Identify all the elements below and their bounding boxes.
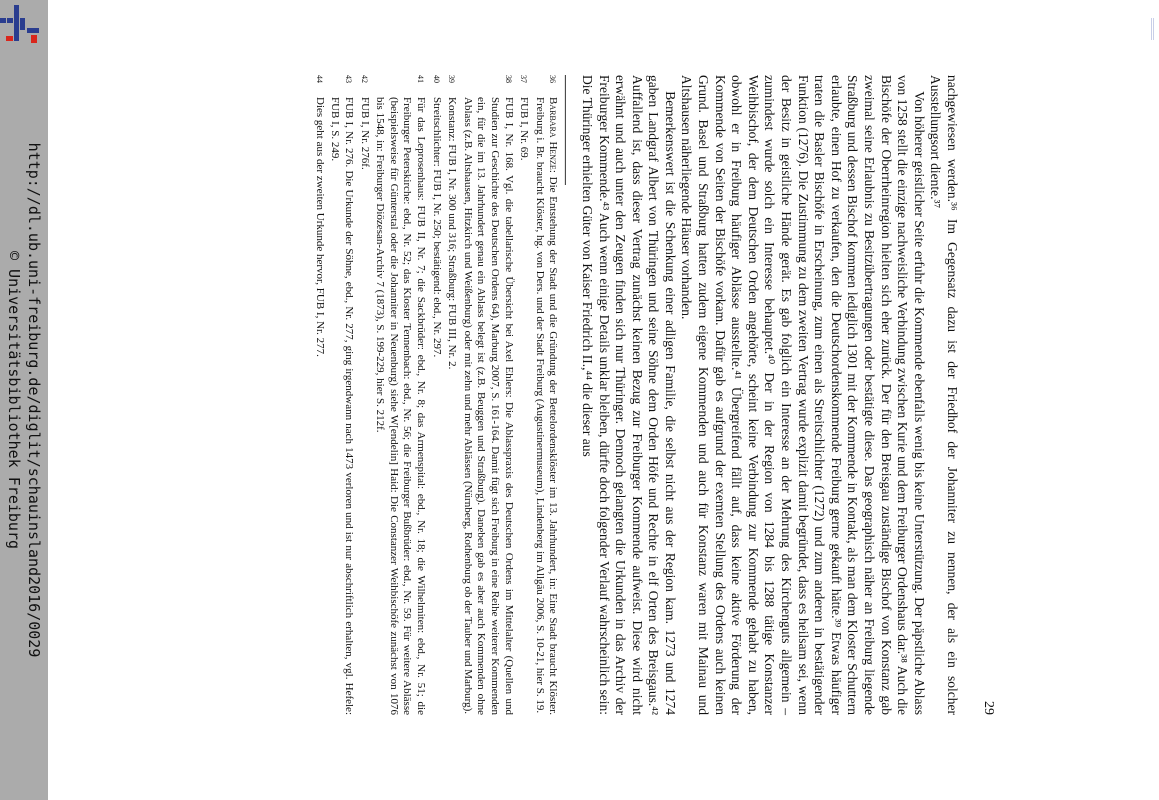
footnote-text: Konstanz: FUB I, Nr. 300 und 316; Straßburg: FUB III, Nr. 2. [446, 97, 459, 370]
footnote-text: FUB I, Nr. 276f. [358, 97, 371, 170]
footnote-author: Barbara Henze [547, 97, 560, 170]
body-paragraph: nachgewiesen werden.³⁶ Im Gegensatz dazu ist der Friedhof der Johanniter zu nennen, der als ein solcher Ausstellungsort diente.³⁷ [928, 75, 960, 715]
footnote-separator [565, 75, 566, 185]
sidebar [0, 0, 48, 800]
university-logo-icon [0, 2, 44, 46]
body-text [578, 75, 960, 715]
footnote-text: Dies geht aus der zweiten Urkunde hervor, FUB I, Nr. 277. [313, 97, 326, 357]
footnote-number: 42 [359, 75, 369, 83]
footnote-text: FUB I, Nr. 276. Die Urkunde der Söhne, ebd., Nr. 277, ging irgendwann nach 1473 verloren und ist nur abschriftlich erhalten, vgl. Hefele: FUB I, S. 249. [329, 97, 355, 715]
copyright-notice: © Universitätsbibliothek Freiburg [5, 250, 23, 550]
footnote [312, 75, 326, 715]
footnote-number: 44 [314, 75, 324, 83]
footnote-text: Für das Leprosenhaus: FUB II, Nr. 7; die Sackbrüder: ebd., Nr. 8; das Armenspital: ebd., Nr. 18; die Wilhelmiten: ebd., Nr. 51; die Freiburger Peterskirche: ebd., Nr. 52; das Kloster Tennenbach: ebd., Nr. 56; die Freiburger Bußbrüder: ebd., Nr. 59. Für weitere Ablässe (beispielsweise für Günterstal oder die Johanniter in Neuenburg) siehe W[endelin] Haid: Die Constanzer Weihbischöfe zunächst von 1076 bis 1548, in: Freiburger Diözesan-Archiv 7 (1873), S. 199-229, hier S. 212f. [374, 97, 427, 715]
footnote-text [532, 97, 559, 715]
footnote [357, 75, 371, 715]
source-url: http://dl.ub.uni-freiburg.de/diglit/schauinsland2016/0029 [25, 142, 43, 658]
page-number: 29 [980, 701, 996, 715]
body-paragraph: Von höherer geistlicher Seite erfuhr die Kommende ebenfalls wenig bis keine Unterstützung. Der päpstliche Ablass von 1258 stellt die einzige nachweisliche Verbindung zwischen Kurie und dem Freiburger Ordenshaus dar.³⁸ Auch die Bischöfe der Oberrheinregion hielten sich eher zurück. Der für den Breisgau zuständige Bischof von Konstanz gab zweimal seine Erlaubnis zu Besitzübertragungen oder bestätigte diese. Das geographisch näher an Freiburg liegende Straßburg und dessen Bischof kommen lediglich 1301 mit der Kommende in Kontakt, als man dem Kloster Schuttern erlaubte, einen Hof zu verkaufen, den die Deutschordenskommende Freiburg gerne gekauft hätte.³⁹ Etwas häufiger traten die Basler Bischöfe in Erscheinung, zum einen als Streitschlichter (1272) und zum anderen in bestätigender Funktion (1276). Die Zustimmung zu dem zweiten Vertrag wurde explizit damit begründet, dass es heilsam sei, wenn der Besitz in geistliche Hände gerät. Es gab folglich ein Interesse an der Mehrung des Kirchenguts allgemein – zumindest wurde solch ein Interesse behauptet.⁴⁰ Der in der Region von 1284 bis 1288 tätige Konstanzer Weihbischof, der dem Deutschen Orden angehörte, scheint keine Verbindung zur Kommende gehabt zu haben, obwohl er in Freiburg häufiger Ablässe ausstellte.⁴¹ Übergreifend fällt auf, dass keine aktive Förderung der Kommende von Seiten der Bischöfe vorkam. Dafür gab es aufgrund der exemten Stellung des Ordens auch keinen Grund. Basel und Straßburg hatten zudem eigene Kommenden und auch für Konstanz waren mit Mainau und Altshausen näherliegende Häuser vorhanden. [679, 75, 927, 715]
footnote-text: FUB I, Nr. 168. Vgl. die tabellarische Übersicht bei Axel Ehlers: Die Ablasspraxis des Deutschen Ordens im Mittelalter (Quellen und Studien zur Geschichte des Deutschen Ordens 64), Marburg 2007, S. 161-164. Damit fügt sich Freiburg in eine Reihe weiterer Kommenden ein, für die im 13. Jahrhundert genau ein Ablass belegt ist (z.B. Beuggen und Straßburg). Daneben gab es aber auch Kommenden ohne Ablass (z.B. Altshausen, Hitzkirch und Weißenburg) oder mit zehn und mehr Ablässen (Nürnberg, Rothenburg ob der Tauber und Marburg). [461, 97, 515, 715]
footnote [373, 75, 427, 715]
footnote-number: 37 [519, 75, 529, 83]
footnote [328, 75, 355, 715]
footnote-number: 36 [548, 75, 558, 83]
footnote [460, 75, 514, 715]
footnote-body: : Die Entstehung der Stadt und die Gründung der Bettelordensklöster im 13. Jahrhundert, in: Eine Stadt braucht Klöster. Freiburg i. Br. braucht Klöster, hg. von Ders. und der Stadt Freiburg (Augustinermuseum), Lindenberg im Allgäu 2006, S. 10-21, hier S. 19. [533, 97, 560, 715]
rotated-page-content [310, 75, 996, 715]
source-url-label [4, 143, 44, 658]
footnote-text: FUB I, Nr. 69. [518, 97, 531, 161]
footnote [444, 75, 458, 715]
footnote-number: 39 [447, 75, 457, 83]
footnote-number: 38 [503, 75, 513, 83]
footnote [516, 75, 530, 715]
footnote [429, 75, 443, 715]
footnote-number: 41 [415, 75, 425, 83]
footnote [532, 75, 559, 715]
footnote-number: 40 [431, 75, 441, 83]
body-paragraph: Bemerkenswert ist die Schenkung einer adligen Familie, die selbst nicht aus der Region kam. 1273 und 1274 gaben Landgraf Albert von Thüringen und seine Söhne dem Orden Höfe und Rechte in elf Orten des Breisgaus.⁴² Auffallend ist, dass dieser Vertrag zunächst keinen Bezug zur Freiburger Kommende aufweist. Diese wird nicht erwähnt und auch unter den Zeugen finden sich nur Thüringer. Dennoch gelangten die Urkunden in das Archiv der Freiburger Kommende.⁴³ Auch wenn einige Details unklar bleiben, dürfte doch folgender Verlauf wahrscheinlich sein: Die Thüringer erhielten Güter von Kaiser Friedrich II.,⁴⁴ die dieser aus [579, 75, 678, 715]
scan-edge-mark-icon [1151, 18, 1155, 40]
footnotes [312, 75, 559, 715]
footnote-text: Streitschlichter: FUB I, Nr. 250; bestätigend: ebd., Nr. 297. [430, 97, 443, 358]
footnote-number: 43 [343, 75, 353, 83]
scanned-page [50, 0, 1159, 800]
